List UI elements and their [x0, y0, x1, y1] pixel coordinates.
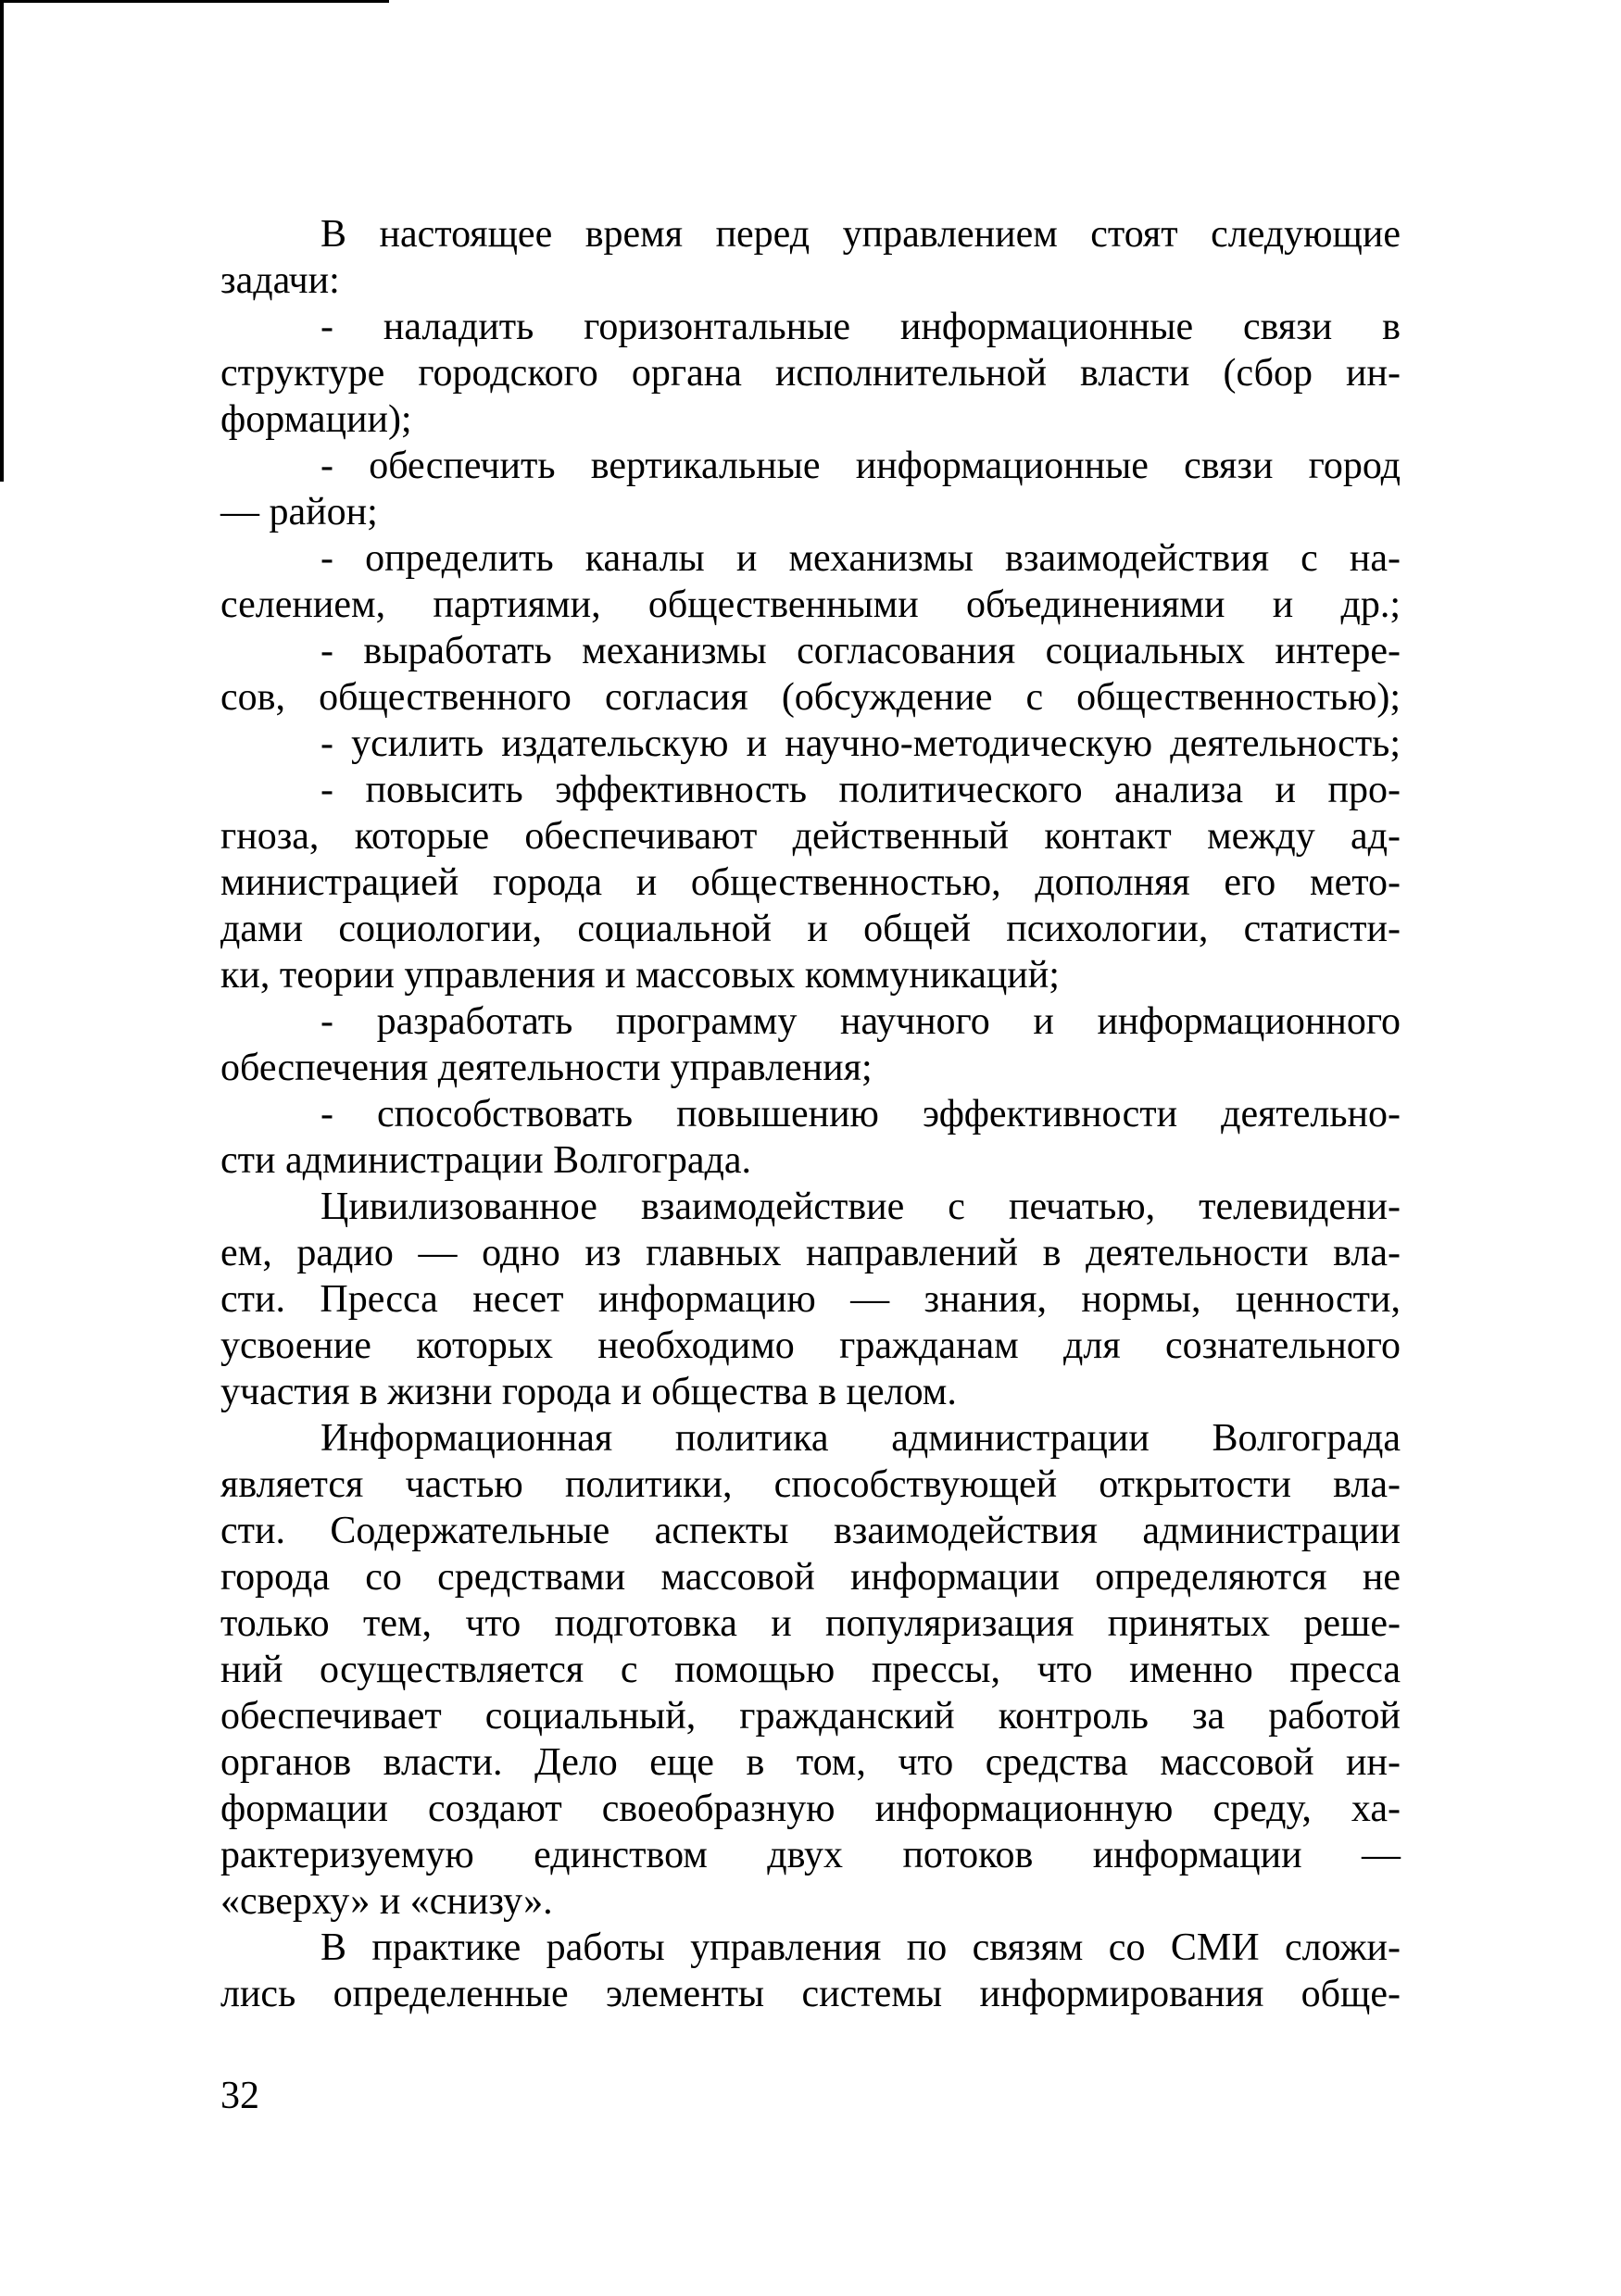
- text-line: рактеризуемую единством двух потоков информации —: [220, 1834, 1401, 1876]
- text-line: сов, общественного согласия (обсуждение с общественностью);: [220, 676, 1401, 719]
- text-line: формации создают своеобразную информационную среду, ха-: [220, 1788, 1401, 1830]
- scan-border-left: [0, 0, 4, 482]
- text-line: министрацией города и общественностью, дополняя его мето-: [220, 861, 1401, 904]
- text-line: — район;: [220, 491, 378, 533]
- text-line: участия в жизни города и общества в целом.: [220, 1371, 957, 1413]
- text-line: ний осуществляется с помощью прессы, что именно пресса: [220, 1649, 1401, 1691]
- text-line: - повысить эффективность политического анализа и про-: [320, 769, 1401, 811]
- text-line: сти. Содержательные аспекты взаимодействия администрации: [220, 1510, 1401, 1552]
- text-line: - усилить издательскую и научно-методическую деятельность;: [320, 722, 1401, 765]
- text-line: органов власти. Дело еще в том, что средства массовой ин-: [220, 1741, 1401, 1784]
- text-line: гноза, которые обеспечивают действенный контакт между ад-: [220, 815, 1401, 858]
- text-line: обеспечения деятельности управления;: [220, 1047, 873, 1089]
- page-text: [220, 211, 1401, 2017]
- text-line: - способствовать повышению эффективности деятельно-: [320, 1093, 1401, 1135]
- text-line: В настоящее время перед управлением стоят следующие: [320, 213, 1401, 256]
- scan-border-top: [0, 0, 389, 3]
- text-line: только тем, что подготовка и популяризация принятых реше-: [220, 1602, 1401, 1645]
- text-line: - выработать механизмы согласования социальных интере-: [320, 630, 1401, 672]
- text-line: структуре городского органа исполнительной власти (сбор ин-: [220, 352, 1401, 395]
- text-line: сти. Пресса несет информацию — знания, нормы, ценности,: [220, 1278, 1401, 1321]
- text-line: сти администрации Волгограда.: [220, 1139, 752, 1182]
- text-line: города со средствами массовой информации определяются не: [220, 1556, 1401, 1599]
- text-line: - обеспечить вертикальные информационные связи город: [320, 445, 1401, 487]
- text-line: обеспечивает социальный, гражданский контроль за работой: [220, 1695, 1401, 1738]
- text-line: задачи:: [220, 259, 340, 302]
- text-line: ки, теории управления и массовых коммуникаций;: [220, 954, 1060, 997]
- text-line: В практике работы управления по связям со СМИ сложи-: [320, 1926, 1401, 1969]
- text-line: селением, партиями, общественными объединениями и др.;: [220, 583, 1401, 626]
- text-line: Информационная политика администрации Волгограда: [320, 1417, 1401, 1460]
- text-line: - наладить горизонтальные информационные связи в: [320, 306, 1401, 348]
- text-line: Цивилизованное взаимодействие с печатью, телевидени-: [320, 1186, 1401, 1228]
- page-number: 32: [220, 2075, 259, 2117]
- text-line: - определить каналы и механизмы взаимодействия с на-: [320, 537, 1401, 580]
- text-line: ем, радио — одно из главных направлений в деятельности вла-: [220, 1232, 1401, 1274]
- text-line: является частью политики, способствующей открытости вла-: [220, 1463, 1401, 1506]
- text-line: дами социологии, социальной и общей психологии, статисти-: [220, 908, 1401, 950]
- text-line: формации);: [220, 398, 412, 441]
- text-line: - разработать программу научного и информационного: [320, 1000, 1401, 1043]
- text-line: лись определенные элементы системы информирования обще-: [220, 1973, 1401, 2015]
- text-line: «сверху» и «снизу».: [220, 1880, 553, 1923]
- text-line: усвоение которых необходимо гражданам для сознательного: [220, 1324, 1401, 1367]
